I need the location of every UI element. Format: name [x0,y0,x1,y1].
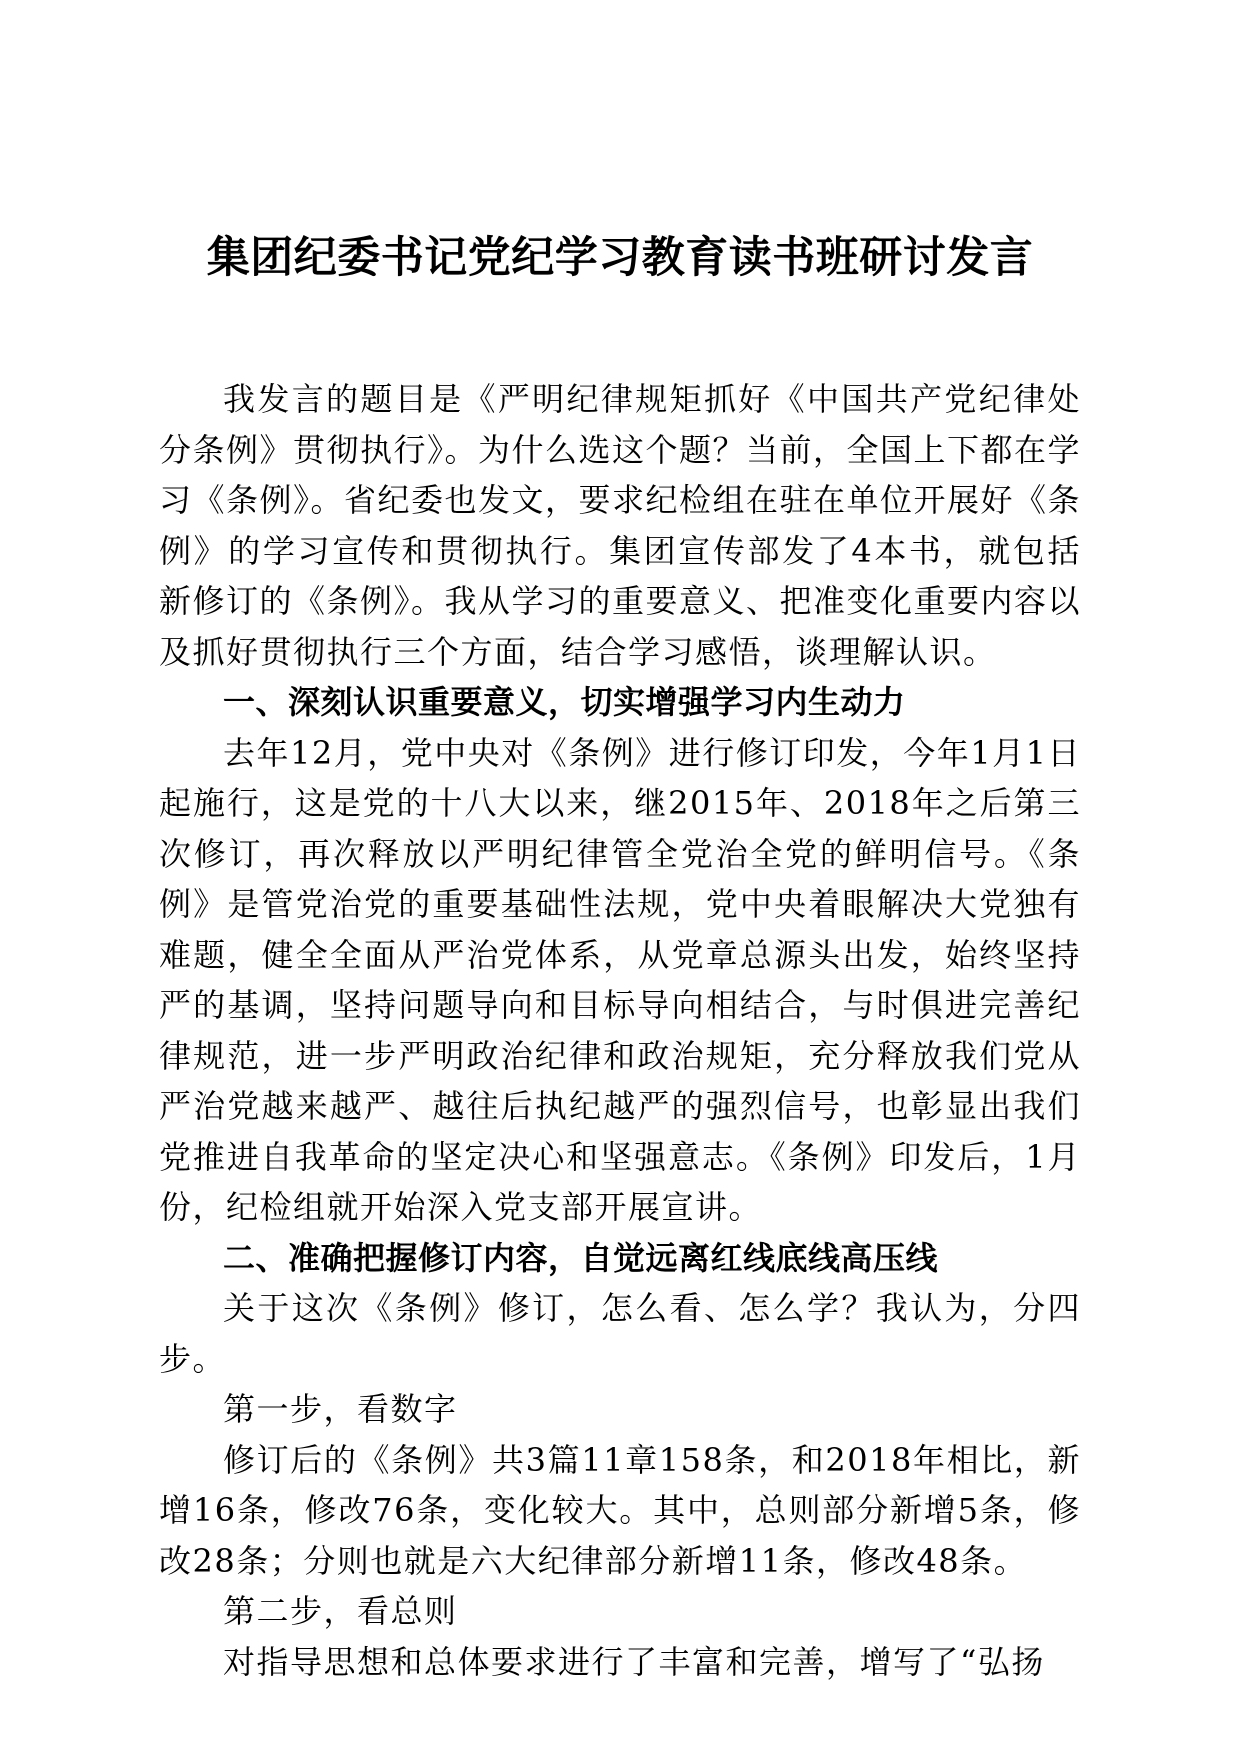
paragraph-step-2: 对指导思想和总体要求进行了丰富和完善，增写了“弘扬 [223,1642,1045,1681]
paragraph-four-steps: 关于这次《条例》修订，怎么看、怎么学？我认为，分四步。 [159,1289,1081,1378]
paragraph-section-1: 去年12月，党中央对《条例》进行修订印发，今年1月1日起施行，这是党的十八大以来，继2015年、2018年之后第三次修订，再次释放以严明纪律管全党治全党的鲜明信号。《条例》是管党治党的重要基础性法规，党中央着眼解决大党独有难题，健全全面从严治党体系，从党章总源头出发，始终坚持严的基调，坚持问题导向和目标导向相结合，与时俱进完善纪律规范，进一步严明政治纪律和政治规矩，充分释放我们党从严治党越来越严、越往后执纪越严的强烈信号，也彰显出我们党推进自我革命的坚定决心和坚强意志。《条例》印发后，1月份，纪检组就开始深入党支部开展宣讲。 [159,733,1081,1226]
section-heading-1: 一、深刻认识重要意义，切实增强学习内生动力 [223,683,906,721]
paragraph-intro: 我发言的题目是《严明纪律规矩抓好《中国共产党纪律处分条例》贯彻执行》。为什么选这个题？当前，全国上下都在学习《条例》。省纪委也发文，要求纪检组在驻在单位开展好《条例》的学习宣传和贯彻执行。集团宣传部发了4本书，就包括新修订的《条例》。我从学习的重要意义、把准变化重要内容以及抓好贯彻执行三个方面，结合学习感悟，谈理解认识。 [159,380,1082,671]
section-heading-2: 二、准确把握修订内容，自觉远离红线底线高压线 [223,1238,939,1277]
document-title: 集团纪委书记党纪学习教育读书班研讨发言 [206,233,1034,283]
document-body [159,374,1081,1687]
paragraph-step-1: 修订后的《条例》共3篇11章158条，和2018年相比，新增16条，修改76条，变化较大。其中，总则部分新增5条，修改28条；分则也就是六大纪律部分新增11条，修改48条。 [159,1440,1081,1580]
step-1-label: 第一步，看数字 [223,1390,458,1428]
step-2-label: 第二步，看总则 [223,1592,458,1630]
